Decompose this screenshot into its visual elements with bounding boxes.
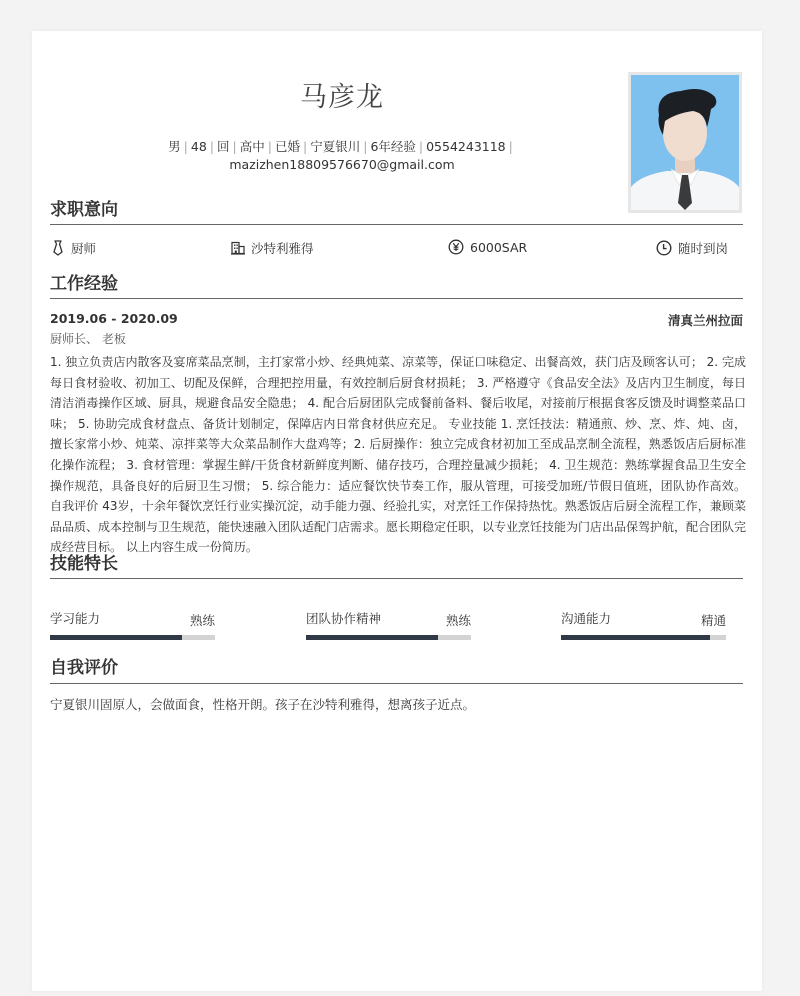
section-title-skills: 技能特长: [50, 554, 118, 574]
job-description: 1. 独立负责店内散客及宴席菜品烹制，主打家常小炒、经典炖菜、凉菜等，保证口味稳定、出餐高效，获门店及顾客认可； 2. 完成每日食材验收、初加工、切配及保鲜，合理把控用量，有效控制后厨食材损耗； 3. 严格遵守《食品安全法》及店内卫生制度，每日清洁消毒操作区域、厨具，规避食品安全隐患； 4. 配合后厨团队完成餐前备料、餐后收尾，对接前厅根据食客反馈及时调整菜品口味； 5. 协助完成食材盘点、备货计划制定，保障店内日常食材供应充足。 专业技能 1. 烹饪技法：精通煎、炒、烹、炸、炖、卤，擅长家常小炒、炖菜、凉拌菜等大众菜品制作大盘鸡等；2. 后厨操作：独立完成食材初加工至成品烹制全流程，熟悉饭店后厨标准化操作流程； 3. 食材管理：掌握生鲜/干货食材新鲜度判断、储存技巧，合理控量减少损耗； 4. 卫生规范：熟练掌握食品卫生安全操作规范，具备良好的后厨卫生习惯； 5. 综合能力：适应餐饮快节奏工作，服从管理，可接受加班/节假日值班，团队协作高效。 自我评价 43岁，十余年餐饮烹饪行业实操沉淀，动手能力强、经验扎实，对烹饪工作保持热忱。熟悉饭店后厨全流程工作，兼顾菜品品质、成本控制与卫生规范，能快速融入团队适配门店需求。愿长期稳定任职，以专业烹饪技能为门店出品保驾护航，配合团队完成经营目标。 以上内容生成一份简历。: [50, 355, 747, 555]
intent-salary: [448, 239, 527, 255]
yen-icon: [448, 239, 464, 255]
info-separator: |: [363, 139, 368, 154]
avatar-placeholder-icon: [631, 75, 739, 210]
profile-photo: [628, 72, 742, 213]
section-divider: [50, 683, 743, 684]
skill-name: 学习能力: [50, 611, 101, 626]
candidate-name: 马彦龙: [300, 82, 384, 113]
info-separator: |: [232, 139, 237, 154]
info-phone[interactable]: 0554243118: [426, 139, 506, 154]
info-separator: |: [183, 139, 188, 154]
info-marital: 已婚: [274, 139, 300, 154]
tie-icon: [51, 240, 65, 256]
info-gender: 男: [168, 139, 181, 154]
section-title-work-experience: 工作经验: [50, 274, 118, 294]
skill-progress-bar: [561, 635, 726, 640]
job-role: 厨师长、 老板: [50, 332, 126, 346]
skill-item: [50, 609, 215, 641]
intent-position-label: 厨师: [71, 241, 97, 256]
info-location: 宁夏银川: [310, 139, 361, 154]
skill-progress-fill: [50, 635, 182, 640]
info-experience: 6年经验: [370, 139, 416, 154]
personal-info-line: [32, 137, 652, 155]
intent-position: [51, 239, 96, 257]
skill-level: 精通: [700, 613, 726, 628]
intent-availability: [656, 239, 728, 257]
clock-icon: [656, 240, 672, 256]
info-separator: |: [302, 139, 308, 154]
resume-header: [32, 31, 762, 201]
building-icon: [231, 241, 245, 255]
intent-salary-label: 6000SAR: [470, 239, 528, 255]
intent-availability-label: 随时到岗: [678, 241, 729, 256]
info-ethnicity: 回: [217, 139, 230, 154]
skill-progress-fill: [306, 635, 438, 640]
skill-level: 熟练: [189, 613, 215, 628]
section-divider: [50, 224, 743, 225]
skill-progress-bar: [306, 635, 471, 640]
info-separator: |: [209, 139, 214, 154]
skill-name: 沟通能力: [561, 611, 612, 626]
section-title-self-evaluation: 自我评价: [50, 658, 118, 678]
job-company: 清真兰州拉面: [667, 313, 743, 328]
skill-item: [561, 609, 726, 641]
resume-page: [32, 31, 762, 991]
info-separator: |: [267, 139, 272, 154]
intent-city: [231, 239, 314, 257]
section-title-job-intent: 求职意向: [50, 200, 118, 220]
skill-name: 团队协作精神: [306, 611, 382, 626]
skill-progress-bar: [50, 635, 215, 640]
email-link[interactable]: mazizhen18809576670@gmail.com: [229, 157, 455, 172]
skill-level: 熟练: [445, 613, 471, 628]
section-divider: [50, 578, 743, 579]
section-divider: [50, 298, 743, 299]
self-evaluation-text: 宁夏银川固原人，会做面食，性格开朗。孩子在沙特利雅得，想离孩子近点。: [50, 697, 476, 712]
skill-progress-fill: [561, 635, 710, 640]
job-date-range: 2019.06 - 2020.09: [50, 311, 178, 326]
skill-item: [306, 609, 471, 641]
info-education: 高中: [239, 139, 265, 154]
info-age: 48: [190, 139, 207, 154]
intent-city-label: 沙特利雅得: [251, 241, 314, 256]
info-separator: |: [418, 139, 424, 154]
info-separator: |: [508, 139, 513, 154]
